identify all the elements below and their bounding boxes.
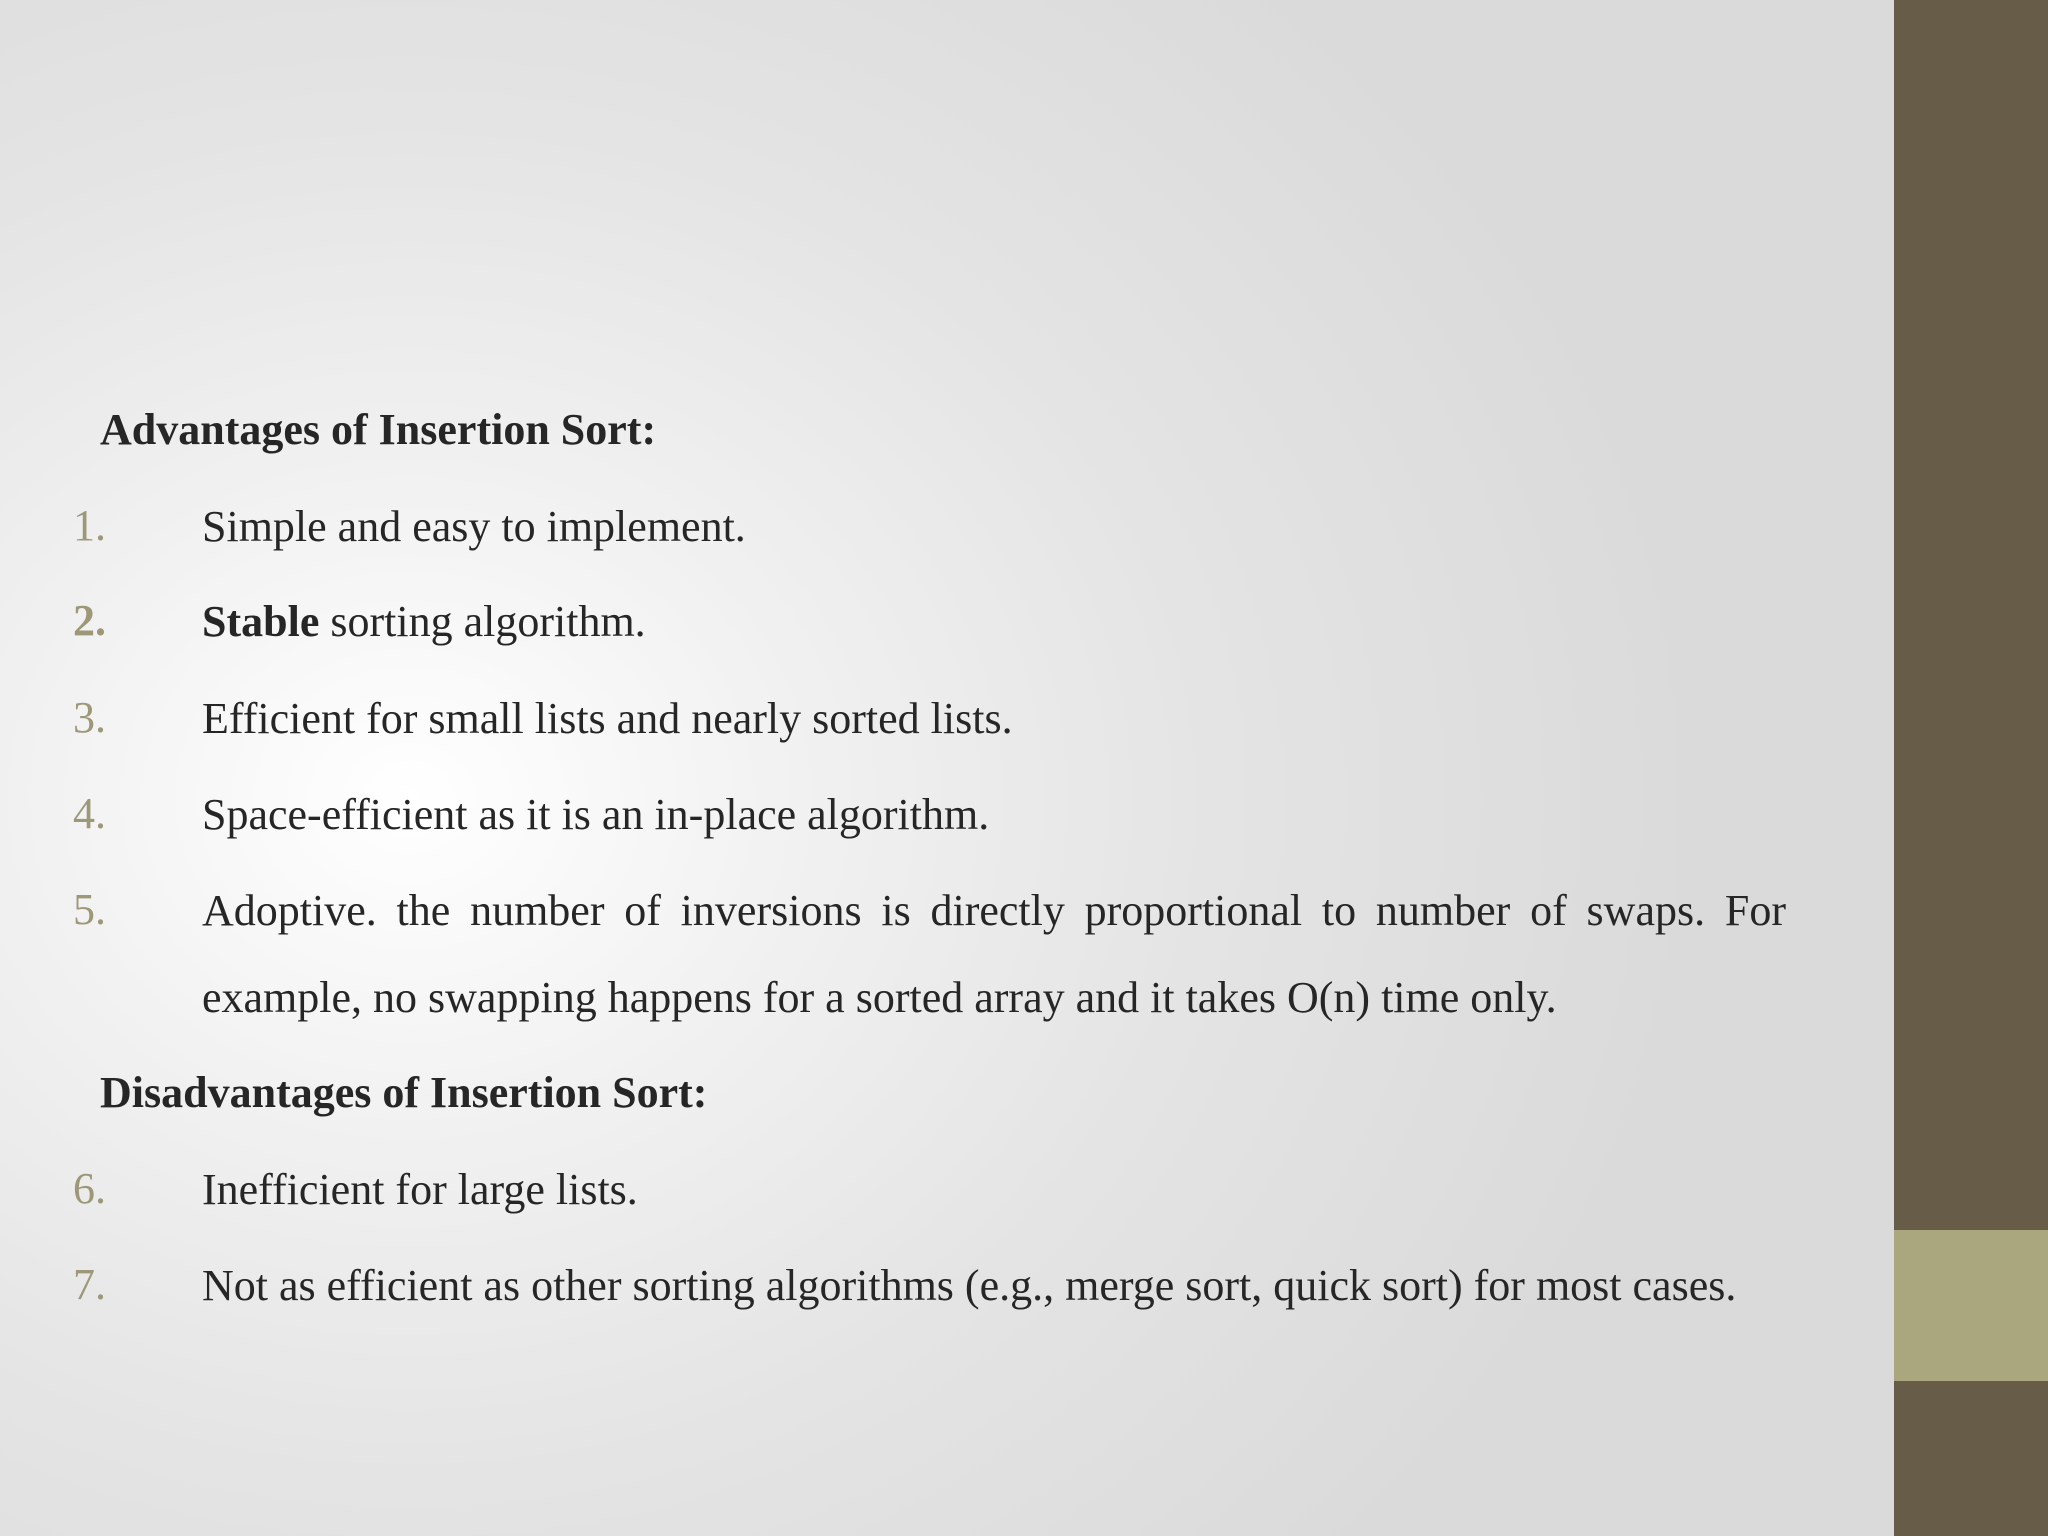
list-item-text-body: Adoptive. the number of inversions is directly proportional to number of swaps. For example, no swapping happens for a sorted array and it takes O(n) time only. [202,886,1786,1022]
list-item-text [202,675,1786,762]
list-item-number: 4. [73,789,106,838]
list-item-text [202,578,1786,665]
list-item-text-body: sorting algorithm. [319,597,646,646]
list-item-text [202,771,1786,858]
list-item-number: 2. [73,596,106,645]
advantages-heading: Advantages of Insertion Sort: [100,405,657,454]
list-item-bold-prefix: Stable [202,597,320,646]
sidebar-decoration [1894,0,2048,1536]
list-item-number: 1. [73,501,106,550]
disadvantages-heading: Disadvantages of Insertion Sort: [100,1068,708,1117]
list-item-text-body: Space-efficient as it is an in-place algorithm. [202,790,990,839]
list-item-text-body: Inefficient for large lists. [202,1165,638,1214]
list-item-number: 5. [73,885,106,934]
list-item-text [202,1146,1786,1233]
sidebar-accent-band [1894,1230,2048,1381]
list-item-number: 6. [73,1164,106,1213]
list-item-number: 7. [73,1260,106,1309]
list-item-text [202,867,1786,1041]
list-item-text [202,483,1786,570]
list-item-text-body: Not as efficient as other sorting algorithms (e.g., merge sort, quick sort) for most cases. [202,1261,1737,1310]
list-item-text-body: Simple and easy to implement. [202,502,746,551]
list-item-number: 3. [73,693,106,742]
list-item-text [202,1242,1786,1329]
list-item-text-body: Efficient for small lists and nearly sorted lists. [202,694,1013,743]
